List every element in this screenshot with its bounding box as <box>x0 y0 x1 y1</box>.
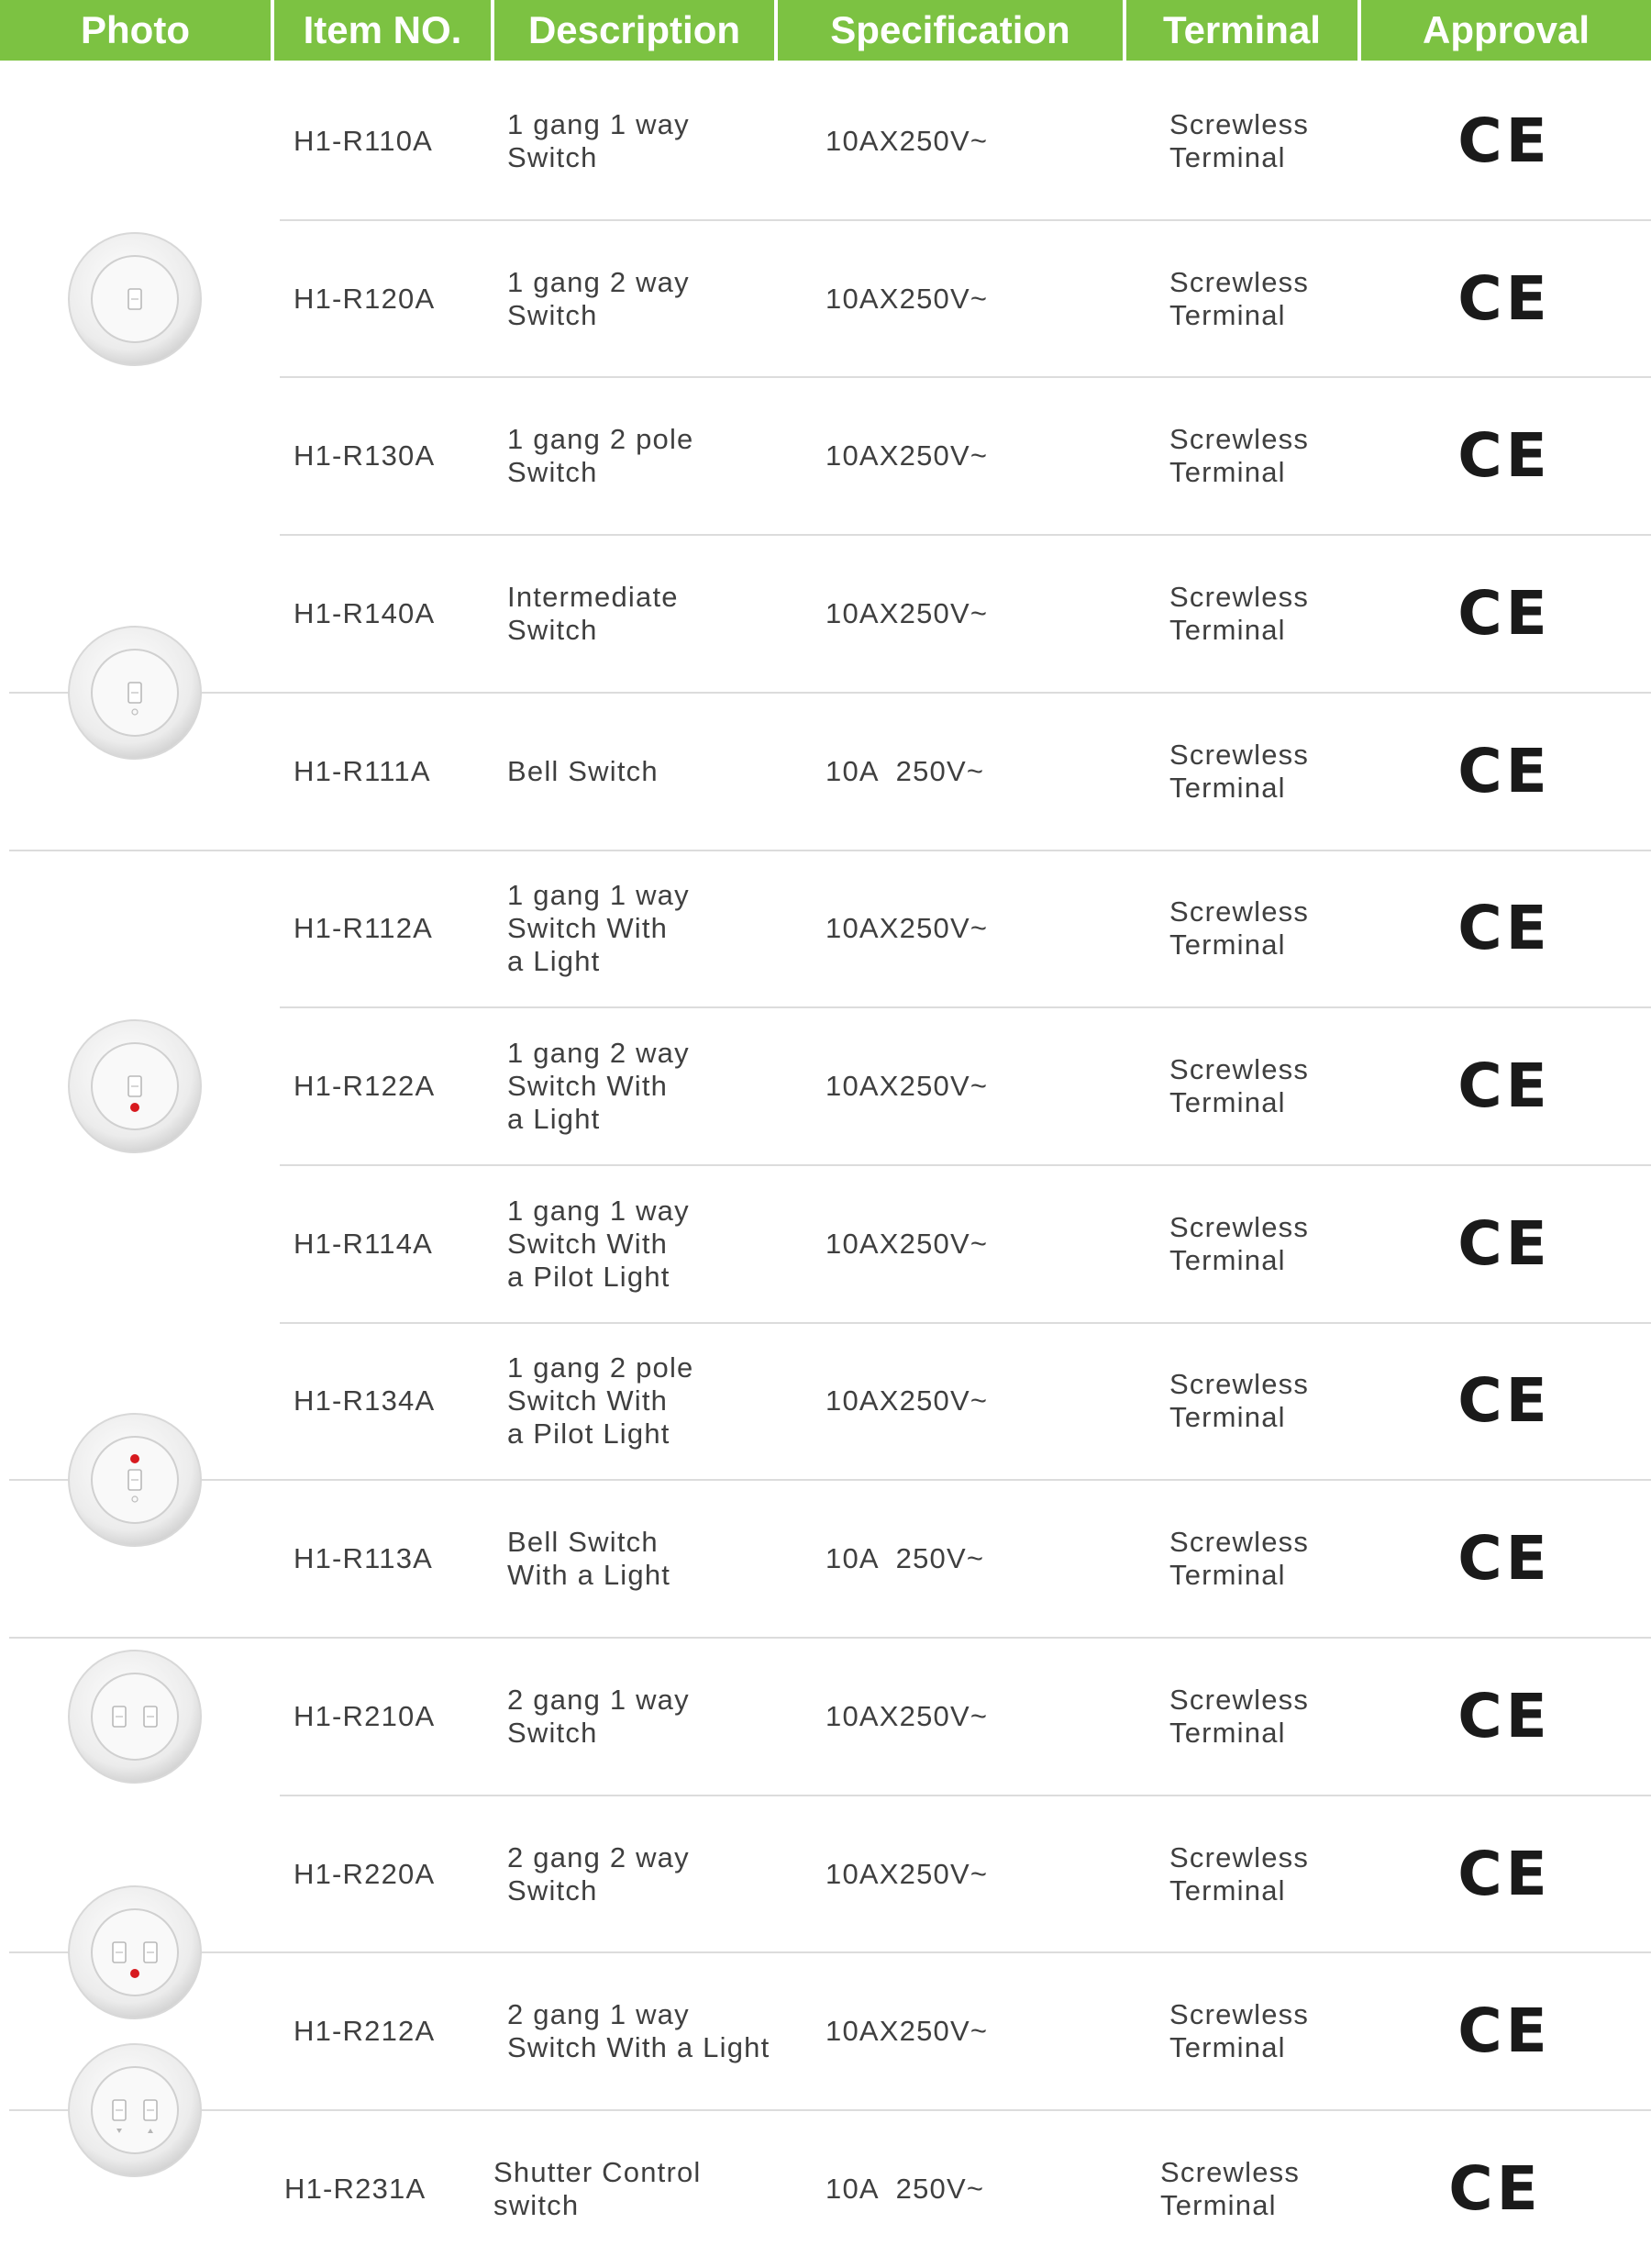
terminal-cell <box>1169 1007 1408 1165</box>
terminal-line: Terminal <box>1169 1086 1286 1119</box>
table-row <box>0 693 1651 850</box>
terminal-line: Screwless <box>1169 1053 1310 1086</box>
description-line: 1 gang 2 way <box>507 1037 690 1070</box>
photo-double-rocker-switch <box>66 1648 204 1785</box>
item-number: H1-R114A <box>294 1227 434 1260</box>
ce-mark-text: CE <box>1457 1680 1551 1751</box>
description-line: Intermediate <box>507 580 679 613</box>
ce-mark-icon <box>1458 1007 1550 1165</box>
ce-mark-icon <box>1458 850 1550 1008</box>
terminal-cell <box>1169 1638 1408 1796</box>
ce-mark-icon <box>1458 1952 1550 2110</box>
specification: 10AX250V~ <box>826 1699 989 1732</box>
item-number: H1-R113A <box>294 1542 434 1575</box>
table-row <box>0 220 1651 378</box>
terminal-lines <box>1169 895 1309 962</box>
header-terminal: Terminal <box>1126 0 1357 61</box>
header-specification: Specification <box>778 0 1123 61</box>
terminal-lines <box>1169 1998 1309 2064</box>
specification: 10AX250V~ <box>826 1857 989 1890</box>
ce-mark-text: CE <box>1457 1838 1551 1909</box>
terminal-line: Terminal <box>1169 1401 1286 1434</box>
item-number: H1-R120A <box>294 282 436 315</box>
terminal-line: Terminal <box>1169 928 1286 962</box>
description-line: a Light <box>507 945 601 978</box>
specification: 10AX250V~ <box>826 1070 989 1103</box>
photo-bell-switch-with-light <box>66 1411 204 1549</box>
terminal-line: Screwless <box>1169 580 1310 613</box>
terminal-cell <box>1169 1796 1408 1953</box>
description-cell <box>507 1007 810 1165</box>
terminal-line: Terminal <box>1169 771 1286 804</box>
description-line: Switch <box>507 140 598 173</box>
ce-mark-icon <box>1458 1638 1550 1796</box>
description-line: Bell Switch <box>507 754 659 787</box>
terminal-lines <box>1169 1684 1309 1750</box>
description-lines <box>507 1037 690 1136</box>
description-lines <box>507 1841 690 1907</box>
specification: 10A 250V~ <box>826 2172 985 2205</box>
description-line: 2 gang 1 way <box>507 1998 690 2031</box>
table-row <box>0 850 1651 1008</box>
ce-mark-text: CE <box>1457 577 1551 649</box>
terminal-line: Screwless <box>1169 265 1310 298</box>
switch-photo-icon <box>66 1017 204 1155</box>
specification: 10AX250V~ <box>826 282 989 315</box>
description-lines <box>507 581 679 647</box>
terminal-lines <box>1169 1368 1309 1434</box>
description-cell <box>507 1323 810 1481</box>
terminal-line: Screwless <box>1169 107 1310 140</box>
item-number: H1-R111A <box>294 754 431 787</box>
description-line: 2 gang 2 way <box>507 1840 690 1873</box>
description-line: Switch <box>507 1716 598 1749</box>
description-line: Shutter Control <box>493 2155 702 2188</box>
description-lines <box>507 1998 770 2064</box>
terminal-line: Screwless <box>1160 2155 1301 2188</box>
terminal-line: Terminal <box>1169 1243 1286 1276</box>
description-line: Switch With <box>507 1070 669 1103</box>
red-indicator-light-icon <box>130 1454 139 1463</box>
table-row <box>0 1638 1651 1796</box>
description-cell <box>507 1796 810 1953</box>
table-row <box>0 2110 1651 2268</box>
switch-photo-icon <box>66 624 204 762</box>
switch-inner-ring-icon <box>92 2067 178 2153</box>
description-line: Switch With <box>507 1384 669 1418</box>
item-number: H1-R210A <box>294 1699 436 1732</box>
terminal-line: Screwless <box>1169 895 1310 928</box>
description-cell <box>507 1480 810 1638</box>
terminal-line: Terminal <box>1160 2188 1277 2221</box>
ce-mark-icon <box>1458 1323 1550 1481</box>
description-lines <box>507 423 694 489</box>
terminal-line: Terminal <box>1169 1716 1286 1749</box>
description-cell <box>507 1165 810 1323</box>
specification: 10AX250V~ <box>826 439 989 472</box>
description-lines <box>507 1351 694 1451</box>
specification: 10AX250V~ <box>826 124 989 157</box>
ce-mark-icon <box>1458 1480 1550 1638</box>
description-cell <box>507 1952 810 2110</box>
ce-mark-text: CE <box>1457 1523 1551 1595</box>
switch-photo-icon <box>66 2041 204 2179</box>
table-row <box>0 1007 1651 1165</box>
table-row <box>0 1952 1651 2110</box>
terminal-lines <box>1169 1841 1309 1907</box>
photo-single-rocker-switch <box>66 230 204 368</box>
terminal-line: Screwless <box>1169 738 1310 771</box>
description-cell <box>507 1638 810 1796</box>
specification: 10AX250V~ <box>826 1384 989 1418</box>
description-cell <box>493 2110 796 2268</box>
description-line: 1 gang 1 way <box>507 107 690 140</box>
terminal-lines <box>1169 581 1309 647</box>
description-line: switch <box>493 2188 580 2221</box>
table-row <box>0 1480 1651 1638</box>
terminal-line: Screwless <box>1169 1210 1310 1243</box>
table-header <box>0 0 1651 61</box>
item-number: H1-R110A <box>294 124 434 157</box>
terminal-line: Terminal <box>1169 298 1286 331</box>
terminal-cell <box>1169 220 1408 378</box>
description-lines <box>507 108 690 174</box>
ce-mark-text: CE <box>1457 1365 1551 1437</box>
description-lines <box>507 879 690 978</box>
terminal-line: Terminal <box>1169 2031 1286 2064</box>
specification: 10AX250V~ <box>826 912 989 945</box>
ce-mark-icon <box>1458 62 1550 220</box>
photo-double-switch-with-light <box>66 1884 204 2021</box>
terminal-lines <box>1169 1526 1309 1592</box>
header-item-no: Item NO. <box>274 0 491 61</box>
switch-photo-icon <box>66 230 204 368</box>
terminal-line: Terminal <box>1169 1873 1286 1907</box>
item-number: H1-R122A <box>294 1070 436 1103</box>
item-number: H1-R130A <box>294 439 436 472</box>
description-line: 1 gang 2 pole <box>507 423 694 456</box>
table-row <box>0 1796 1651 1953</box>
item-number: H1-R112A <box>294 912 434 945</box>
ce-mark-text: CE <box>1448 2152 1542 2224</box>
ce-mark-text: CE <box>1457 105 1551 176</box>
ce-mark-text: CE <box>1457 1207 1551 1279</box>
terminal-line: Terminal <box>1169 613 1286 646</box>
description-line: Switch With <box>507 912 669 945</box>
terminal-cell <box>1169 850 1408 1008</box>
terminal-line: Screwless <box>1169 1840 1310 1873</box>
terminal-lines <box>1169 1211 1309 1277</box>
terminal-lines <box>1169 108 1309 174</box>
specification: 10AX250V~ <box>826 2015 989 2048</box>
ce-mark-text: CE <box>1457 420 1551 492</box>
description-lines <box>507 755 659 788</box>
specification: 10A 250V~ <box>826 754 985 787</box>
ce-mark-text: CE <box>1457 893 1551 964</box>
description-line: 1 gang 2 way <box>507 265 690 298</box>
switch-photo-icon <box>66 1411 204 1549</box>
description-line: Switch <box>507 1873 598 1907</box>
photo-shutter-control-switch <box>66 2041 204 2179</box>
terminal-line: Screwless <box>1169 1683 1310 1716</box>
description-cell <box>507 693 810 850</box>
switch-photo-icon <box>66 1884 204 2021</box>
ce-mark-icon <box>1449 2110 1541 2268</box>
description-line: a Pilot Light <box>507 1260 670 1293</box>
terminal-lines <box>1169 1053 1309 1119</box>
description-line: Switch <box>507 613 598 646</box>
terminal-line: Screwless <box>1169 1526 1310 1559</box>
ce-mark-icon <box>1458 693 1550 850</box>
description-lines <box>507 1684 690 1750</box>
terminal-line: Screwless <box>1169 1368 1310 1401</box>
description-cell <box>507 220 810 378</box>
description-line: a Pilot Light <box>507 1418 670 1451</box>
terminal-lines <box>1169 739 1309 805</box>
description-lines <box>507 1195 690 1294</box>
switch-inner-ring-icon <box>92 1673 178 1760</box>
photo-switch-with-light <box>66 1017 204 1155</box>
ce-mark-text: CE <box>1457 1051 1551 1122</box>
specification: 10AX250V~ <box>826 596 989 629</box>
terminal-lines <box>1160 2156 1300 2222</box>
terminal-cell <box>1169 535 1408 693</box>
item-number: H1-R212A <box>294 2015 436 2048</box>
terminal-cell <box>1169 1323 1408 1481</box>
ce-mark-text: CE <box>1457 262 1551 334</box>
description-line: 1 gang 1 way <box>507 879 690 912</box>
description-cell <box>507 62 810 220</box>
description-lines <box>507 1526 670 1592</box>
description-cell <box>507 535 810 693</box>
description-line: 2 gang 1 way <box>507 1683 690 1716</box>
description-cell <box>507 850 810 1008</box>
terminal-cell <box>1160 2110 1399 2268</box>
ce-mark-icon <box>1458 1796 1550 1953</box>
description-line: Switch With a Light <box>507 2031 770 2064</box>
terminal-line: Terminal <box>1169 1559 1286 1592</box>
description-line: Switch With <box>507 1227 669 1260</box>
header-approval: Approval <box>1361 0 1651 61</box>
item-number: H1-R220A <box>294 1857 436 1890</box>
item-number: H1-R134A <box>294 1384 436 1418</box>
description-lines <box>507 266 690 332</box>
ce-mark-text: CE <box>1457 1996 1551 2067</box>
terminal-cell <box>1169 1480 1408 1638</box>
switch-inner-ring-icon <box>92 1909 178 1996</box>
photo-bell-switch <box>66 624 204 762</box>
header-photo: Photo <box>0 0 271 61</box>
specification: 10A 250V~ <box>826 1542 985 1575</box>
table-row <box>0 1323 1651 1481</box>
terminal-line: Screwless <box>1169 1998 1310 2031</box>
header-description: Description <box>494 0 774 61</box>
switch-photo-icon <box>66 1648 204 1785</box>
description-line: 1 gang 1 way <box>507 1194 690 1227</box>
terminal-cell <box>1169 377 1408 535</box>
terminal-cell <box>1169 1165 1408 1323</box>
specification: 10AX250V~ <box>826 1227 989 1260</box>
description-lines <box>493 2156 702 2222</box>
terminal-cell <box>1169 693 1408 850</box>
table-row <box>0 535 1651 693</box>
description-line: a Light <box>507 1103 601 1136</box>
ce-mark-icon <box>1458 535 1550 693</box>
terminal-lines <box>1169 266 1309 332</box>
terminal-line: Terminal <box>1169 140 1286 173</box>
table-row <box>0 62 1651 220</box>
ce-mark-icon <box>1458 377 1550 535</box>
description-line: 1 gang 2 pole <box>507 1351 694 1384</box>
terminal-lines <box>1169 423 1309 489</box>
terminal-cell <box>1169 62 1408 220</box>
terminal-line: Screwless <box>1169 423 1310 456</box>
item-number: H1-R140A <box>294 596 436 629</box>
ce-mark-text: CE <box>1457 735 1551 806</box>
terminal-cell <box>1169 1952 1408 2110</box>
description-line: Bell Switch <box>507 1526 659 1559</box>
description-line: Switch <box>507 298 598 331</box>
red-indicator-light-icon <box>130 1103 139 1112</box>
ce-mark-icon <box>1458 220 1550 378</box>
red-indicator-light-icon <box>130 1969 139 1978</box>
description-cell <box>507 377 810 535</box>
terminal-line: Terminal <box>1169 456 1286 489</box>
description-line: With a Light <box>507 1559 671 1592</box>
table-row <box>0 1165 1651 1323</box>
table-row <box>0 377 1651 535</box>
description-line: Switch <box>507 456 598 489</box>
item-number: H1-R231A <box>284 2172 427 2205</box>
ce-mark-icon <box>1458 1165 1550 1323</box>
